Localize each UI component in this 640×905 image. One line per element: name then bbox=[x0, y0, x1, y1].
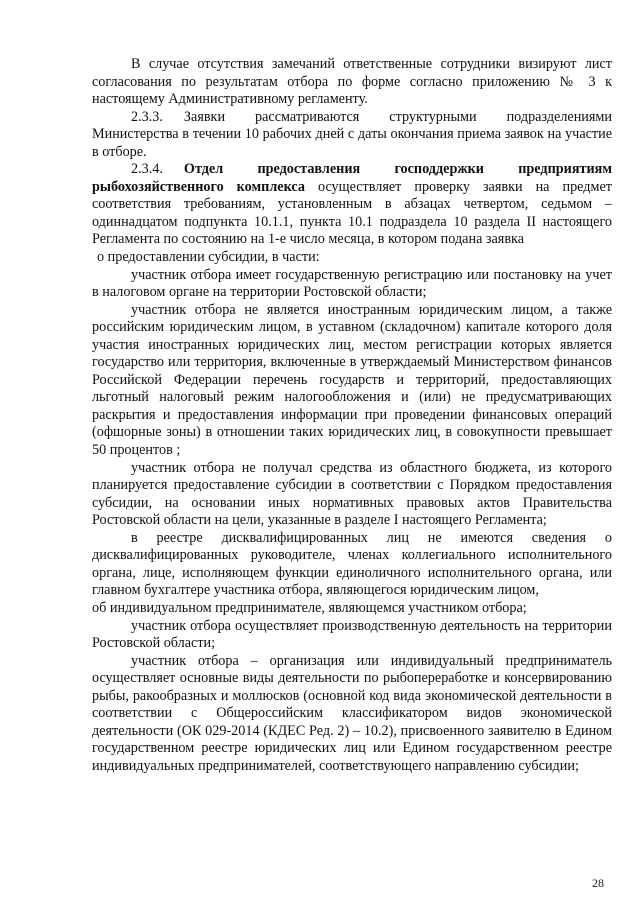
paragraph-approval: В случае отсутствия замечаний ответственные сотрудники визируют лист согласования по результатам отбора по форме согласно приложению № 3 к настоящему Административному регламенту. bbox=[92, 56, 612, 108]
page-number: 28 bbox=[592, 876, 604, 890]
department-name: Отдел предоставления господдержки предприятиям рыбохозяйственного комплекса bbox=[92, 161, 612, 195]
paragraph-production: участник отбора осуществляет производственную деятельность на территории Ростовской области; bbox=[92, 617, 612, 652]
paragraph-fish-processing: участник отбора – организация или индивидуальный предприниматель осуществляет основные виды деятельности по рыбопереработке и консервированию рыбы, ракообразных и моллюсков (основной код вида экономической деятельности в соответствии с Общероссийским классификатором видов экономической деятельности (ОК 029-2014 (КДЕС Ред. 2) – 10.2), присвоенного заявителю в Едином государственном реестре юридических лиц или Едином государственном реестре индивидуальных предпринимателей, соответствующего направлению субсидии; bbox=[92, 652, 612, 774]
document-page bbox=[92, 56, 612, 775]
paragraph-registration: участник отбора имеет государственную регистрацию или постановку на учет в налоговом органе на территории Ростовской области; bbox=[92, 266, 612, 301]
paragraph-disqualified-registry: в реестре дисквалифицированных лиц не имеются сведения о дисквалифицированных руководителе, членах коллегиального исполнительного органа, лице, исполняющем функции единоличного исполнительного органа, или главном бухгалтере участника отбора, являющегося юридическим лицом, bbox=[92, 529, 612, 599]
clause-text: Заявки рассматриваются структурными подразделениями Министерства в течении 10 рабочих дней с даты окончания приема заявок на участие в отборе. bbox=[92, 108, 612, 160]
clause-number: 2.3.3. bbox=[131, 108, 163, 125]
paragraph-regional-budget: участник отбора не получал средства из областного бюджета, из которого планируется предоставление субсидии в соответствии с Порядком предоставления субсидии, на основании иных нормативных правовых актов Правительства Ростовской области на цели, указанные в разделе I настоящего Регламента; bbox=[92, 459, 612, 529]
paragraph-2-3-4 bbox=[92, 161, 612, 249]
paragraph-2-3-3 bbox=[92, 109, 612, 162]
paragraph-disqualified-continuation: об индивидуальном предпринимателе, являющемся участником отбора; bbox=[92, 599, 527, 616]
clause-number: 2.3.4. bbox=[131, 161, 163, 178]
paragraph-subsidy-part: о предоставлении субсидии, в части: bbox=[97, 249, 320, 266]
clause-text: осуществляет проверку заявки на предмет соответствия требованиям, установленным в абзацах четвертом, седьмом – одиннадцатом подпункта 10.1.1, пункта 10.1 подраздела 10 раздела II настоящего Регламента по состоянию на 1-е число месяца, в котором подана заявка bbox=[92, 178, 612, 248]
paragraph-foreign-entity: участник отбора не является иностранным юридическим лицом, а также российским юридическим лицом, в уставном (складочном) капитале которого доля участия иностранных юридических лиц, местом регистрации которых является государство или территория, включенные в утверждаемый Министерством финансов Российской Федерации перечень государств и территорий, предоставляющих льготный налоговый режим налогообложения и (или) не предусматривающих раскрытия и предоставления информации при проведении финансовых операций (офшорные зоны) в отношении таких юридических лиц, в совокупности превышает 50 процентов ; bbox=[92, 301, 612, 459]
